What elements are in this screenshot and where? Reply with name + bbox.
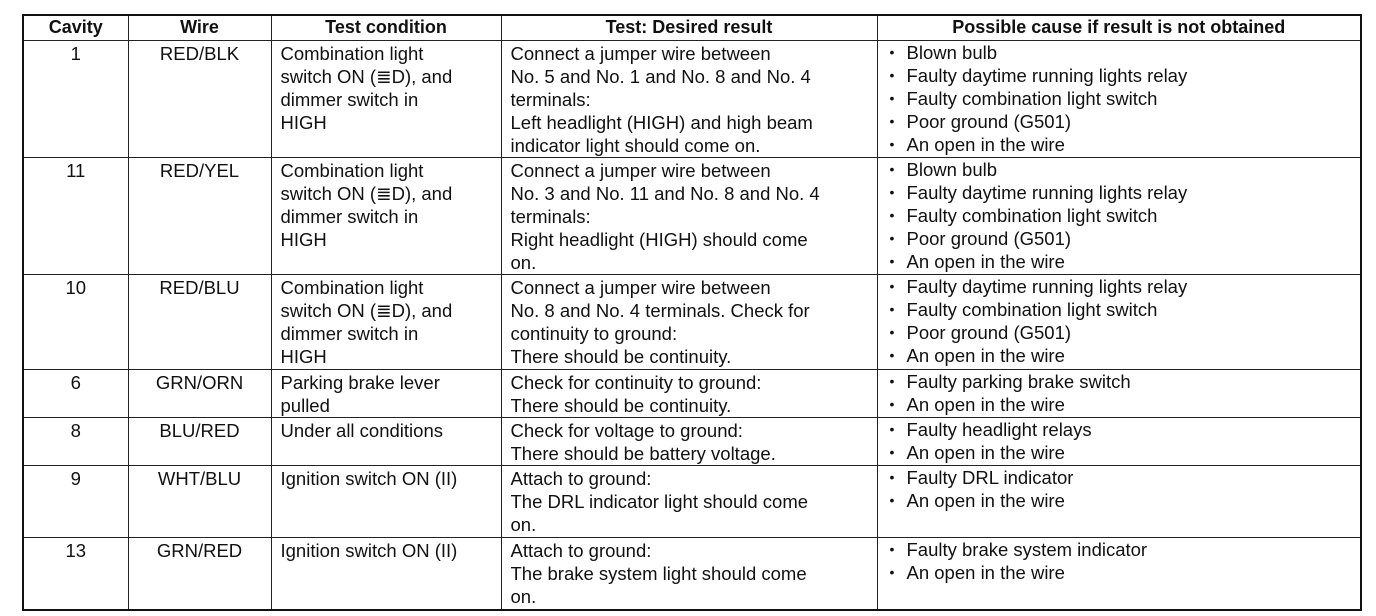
possible-cause-item xyxy=(890,227,1361,250)
possible-cause-text: Faulty combination light switch xyxy=(906,88,1158,109)
possible-cause-text: Faulty headlight relays xyxy=(906,419,1092,440)
possible-cause-text: Faulty daytime running lights relay xyxy=(906,276,1188,297)
test-condition-line: Combination light xyxy=(280,277,424,298)
possible-cause-text: Poor ground (G501) xyxy=(906,111,1072,132)
test-condition-cell xyxy=(271,538,501,611)
possible-cause-item xyxy=(890,158,1361,181)
desired-result-line: on. xyxy=(510,586,537,607)
possible-cause-item xyxy=(890,133,1361,156)
test-condition-line: HIGH xyxy=(280,346,327,367)
test-condition-cell xyxy=(271,275,501,370)
test-condition-line: Under all conditions xyxy=(280,420,443,441)
desired-result-line: continuity to ground: xyxy=(510,323,678,344)
possible-cause-cell xyxy=(877,466,1361,538)
test-condition-line: pulled xyxy=(280,395,330,416)
possible-cause-text: An open in the wire xyxy=(906,345,1065,366)
possible-cause-text: An open in the wire xyxy=(906,134,1065,155)
bullet-icon: • xyxy=(889,207,895,223)
test-condition-cell xyxy=(271,158,501,275)
bullet-icon: • xyxy=(889,161,895,177)
possible-cause-cell xyxy=(877,370,1361,418)
possible-cause-text: Faulty parking brake switch xyxy=(906,371,1131,392)
possible-cause-item xyxy=(890,466,1361,489)
bullet-icon: • xyxy=(889,564,895,580)
possible-cause-text: An open in the wire xyxy=(906,490,1065,511)
possible-cause-cell xyxy=(877,275,1361,370)
desired-result-line: No. 5 and No. 1 and No. 8 and No. 4 xyxy=(510,66,811,87)
possible-cause-text: Faulty combination light switch xyxy=(906,299,1158,320)
possible-cause-cell xyxy=(877,418,1361,466)
bullet-icon: • xyxy=(889,444,895,460)
desired-result-line: terminals: xyxy=(510,206,591,227)
bullet-icon: • xyxy=(889,230,895,246)
cavity-cell: 9 xyxy=(23,466,128,538)
desired-result-line: There should be continuity. xyxy=(510,346,732,367)
desired-result-line: Check for continuity to ground: xyxy=(510,372,762,393)
cavity-cell: 13 xyxy=(23,538,128,611)
test-condition-line: Combination light xyxy=(280,43,424,64)
test-condition-line: Combination light xyxy=(280,160,424,181)
bullet-icon: • xyxy=(889,373,895,389)
possible-cause-item xyxy=(890,41,1361,64)
wire-color-cell: RED/BLK xyxy=(128,41,271,158)
desired-result-line: The brake system light should come xyxy=(510,563,807,584)
possible-cause-item xyxy=(890,393,1361,416)
bullet-icon: • xyxy=(889,253,895,269)
possible-cause-text: Faulty daytime running lights relay xyxy=(906,182,1188,203)
wire-color-cell: RED/YEL xyxy=(128,158,271,275)
possible-cause-text: Faulty combination light switch xyxy=(906,205,1158,226)
header-cavity: Cavity xyxy=(23,15,128,41)
desired-result-line: There should be continuity. xyxy=(510,395,732,416)
test-condition-cell xyxy=(271,418,501,466)
header-row xyxy=(23,15,1361,41)
bullet-icon: • xyxy=(889,541,895,557)
test-condition-cell xyxy=(271,466,501,538)
cavity-cell: 1 xyxy=(23,41,128,158)
possible-cause-item xyxy=(890,370,1361,393)
bullet-icon: • xyxy=(889,113,895,129)
possible-cause-text: Blown bulb xyxy=(906,159,998,180)
test-condition-cell xyxy=(271,370,501,418)
possible-cause-item xyxy=(890,321,1361,344)
header-wire: Wire xyxy=(128,15,271,41)
table-body xyxy=(23,41,1361,611)
connector-test-table xyxy=(22,14,1362,611)
bullet-icon: • xyxy=(889,324,895,340)
header-test-condition: Test condition xyxy=(271,15,501,41)
bullet-icon: • xyxy=(889,136,895,152)
bullet-icon: • xyxy=(889,492,895,508)
possible-cause-item xyxy=(890,418,1361,441)
bullet-icon: • xyxy=(889,469,895,485)
possible-cause-item xyxy=(890,181,1361,204)
cavity-cell: 6 xyxy=(23,370,128,418)
header-possible-cause: Possible cause if result is not obtained xyxy=(877,15,1361,41)
desired-result-line: Right headlight (HIGH) should come xyxy=(510,229,808,250)
bullet-icon: • xyxy=(889,90,895,106)
desired-result-line: terminals: xyxy=(510,89,591,110)
possible-cause-item xyxy=(890,298,1361,321)
test-condition-line: Ignition switch ON (II) xyxy=(280,540,458,561)
test-condition-line: HIGH xyxy=(280,112,327,133)
test-condition-line: switch ON (≣D), and xyxy=(280,300,453,321)
possible-cause-text: Poor ground (G501) xyxy=(906,228,1072,249)
wire-color-cell: RED/BLU xyxy=(128,275,271,370)
bullet-icon: • xyxy=(889,421,895,437)
possible-cause-item xyxy=(890,561,1361,584)
table-row xyxy=(23,41,1361,158)
desired-result-cell xyxy=(501,418,877,466)
desired-result-line: No. 3 and No. 11 and No. 8 and No. 4 xyxy=(510,183,820,204)
possible-cause-text: An open in the wire xyxy=(906,394,1065,415)
connector-test-sheet xyxy=(22,14,1360,607)
wire-color-cell: GRN/RED xyxy=(128,538,271,611)
bullet-icon: • xyxy=(889,67,895,83)
desired-result-cell xyxy=(501,41,877,158)
test-condition-cell xyxy=(271,41,501,158)
bullet-icon: • xyxy=(889,301,895,317)
bullet-icon: • xyxy=(889,278,895,294)
table-row xyxy=(23,275,1361,370)
possible-cause-text: Faulty daytime running lights relay xyxy=(906,65,1188,86)
possible-cause-item xyxy=(890,87,1361,110)
wire-color-cell: GRN/ORN xyxy=(128,370,271,418)
bullet-icon: • xyxy=(889,44,895,60)
table-row xyxy=(23,418,1361,466)
desired-result-line: Attach to ground: xyxy=(510,540,652,561)
table-row xyxy=(23,538,1361,611)
bullet-icon: • xyxy=(889,347,895,363)
cavity-cell: 11 xyxy=(23,158,128,275)
possible-cause-cell xyxy=(877,41,1361,158)
test-condition-line: Ignition switch ON (II) xyxy=(280,468,458,489)
possible-cause-item xyxy=(890,64,1361,87)
possible-cause-item xyxy=(890,538,1361,561)
desired-result-cell xyxy=(501,275,877,370)
cavity-cell: 10 xyxy=(23,275,128,370)
table-row xyxy=(23,370,1361,418)
desired-result-line: Attach to ground: xyxy=(510,468,652,489)
possible-cause-item xyxy=(890,275,1361,298)
test-condition-line: switch ON (≣D), and xyxy=(280,183,453,204)
possible-cause-cell xyxy=(877,538,1361,611)
possible-cause-text: Blown bulb xyxy=(906,42,998,63)
desired-result-cell xyxy=(501,538,877,611)
desired-result-line: Connect a jumper wire between xyxy=(510,43,771,64)
desired-result-line: No. 8 and No. 4 terminals. Check for xyxy=(510,300,810,321)
test-condition-line: switch ON (≣D), and xyxy=(280,66,453,87)
possible-cause-item xyxy=(890,441,1361,464)
desired-result-line: The DRL indicator light should come xyxy=(510,491,809,512)
desired-result-line: on. xyxy=(510,252,537,273)
test-condition-line: dimmer switch in xyxy=(280,323,419,344)
possible-cause-text: Faulty brake system indicator xyxy=(906,539,1148,560)
desired-result-line: Left headlight (HIGH) and high beam xyxy=(510,112,813,133)
table-row xyxy=(23,466,1361,538)
wire-color-cell: BLU/RED xyxy=(128,418,271,466)
possible-cause-cell xyxy=(877,158,1361,275)
possible-cause-text: An open in the wire xyxy=(906,251,1065,272)
test-condition-line: Parking brake lever xyxy=(280,372,440,393)
possible-cause-item xyxy=(890,204,1361,227)
desired-result-line: Check for voltage to ground: xyxy=(510,420,743,441)
possible-cause-item xyxy=(890,489,1361,512)
desired-result-cell xyxy=(501,370,877,418)
desired-result-cell xyxy=(501,466,877,538)
bullet-icon: • xyxy=(889,396,895,412)
possible-cause-item xyxy=(890,250,1361,273)
possible-cause-text: Faulty DRL indicator xyxy=(906,467,1074,488)
test-condition-line: dimmer switch in xyxy=(280,206,419,227)
desired-result-cell xyxy=(501,158,877,275)
desired-result-line: indicator light should come on. xyxy=(510,135,761,156)
desired-result-line: There should be battery voltage. xyxy=(510,443,776,464)
desired-result-line: on. xyxy=(510,514,537,535)
possible-cause-text: An open in the wire xyxy=(906,562,1065,583)
test-condition-line: HIGH xyxy=(280,229,327,250)
wire-color-cell: WHT/BLU xyxy=(128,466,271,538)
header-desired-result: Test: Desired result xyxy=(501,15,877,41)
possible-cause-item xyxy=(890,110,1361,133)
test-condition-line: dimmer switch in xyxy=(280,89,419,110)
bullet-icon: • xyxy=(889,184,895,200)
possible-cause-text: An open in the wire xyxy=(906,442,1065,463)
desired-result-line: Connect a jumper wire between xyxy=(510,160,771,181)
cavity-cell: 8 xyxy=(23,418,128,466)
possible-cause-text: Poor ground (G501) xyxy=(906,322,1072,343)
desired-result-line: Connect a jumper wire between xyxy=(510,277,771,298)
possible-cause-item xyxy=(890,344,1361,367)
table-row xyxy=(23,158,1361,275)
